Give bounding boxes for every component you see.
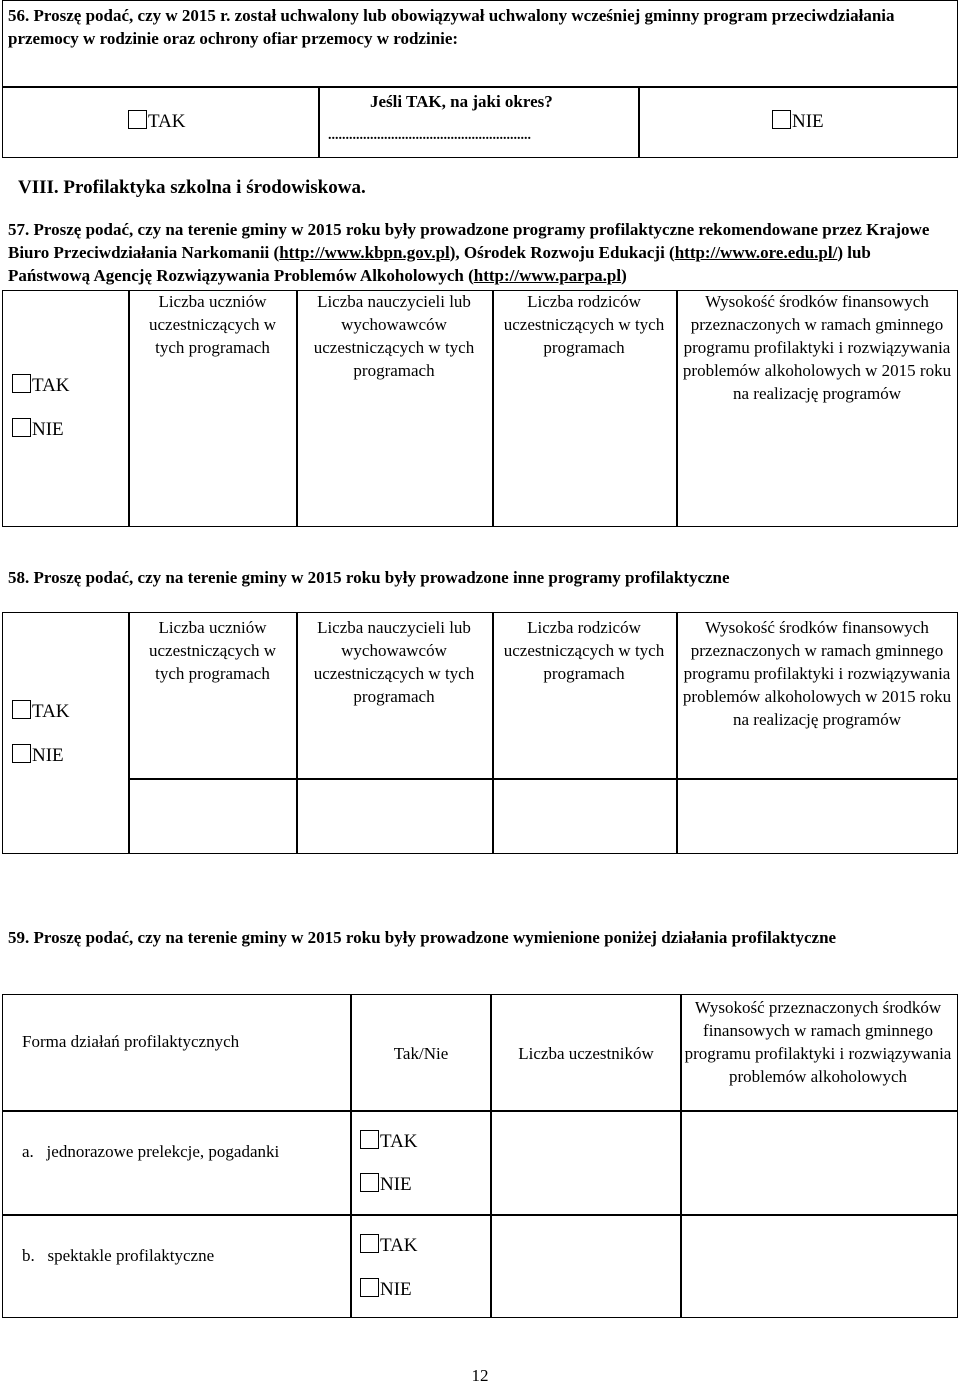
q57-header-teachers: Liczba nauczycieli lub wychowawców uczestniczących w tych programach [313,292,475,380]
q59-row-b-yes[interactable]: TAK [360,1234,418,1258]
q59-row-a-label: a. jednorazowe prelekcje, pogadanki [22,1142,280,1161]
q58-header-students: Liczba uczniów uczestniczących w tych programach [149,618,276,683]
q56-question: 56. Proszę podać, czy w 2015 r. został uchwalony lub obowiązywał uchwalony wcześniej gminny program przeciwdziałania przemocy w rodzinie oraz ochrony ofiar przemocy w rodzinie: [8,6,895,48]
q58-no-option[interactable]: NIE [12,744,64,768]
checkbox-icon[interactable] [360,1234,379,1253]
q56-yes-option[interactable]: TAK [128,110,186,134]
checkbox-icon[interactable] [12,700,31,719]
link-parpa[interactable]: http://www.parpa.pl [473,266,622,285]
link-ore[interactable]: http://www.ore.edu.pl/ [674,243,838,262]
q57-header-students: Liczba uczniów uczestniczących w tych programach [149,292,276,357]
q59-row-b-label: b. spektakle profilaktyczne [22,1246,215,1265]
q59-header-participants: Liczba uczestników [518,1044,654,1063]
q57-header-funds: Wysokość środków finansowych przeznaczonych w ramach gminnego programu profilaktyki i rozwiązywania problemów alkoholowych w 2015 roku na realizację programów [682,292,952,403]
link-kbpn[interactable]: http://www.kbpn.gov.pl [279,243,450,262]
q59-header-yesno: Tak/Nie [393,1044,449,1063]
section-title: VIII. Profilaktyka szkolna i środowiskowa. [18,177,366,198]
q58-header-teachers: Liczba nauczycieli lub wychowawców uczestniczących w tych programach [313,618,475,706]
page-number: 12 [471,1366,489,1385]
q58-header-funds: Wysokość środków finansowych przeznaczonych w ramach gminnego programu profilaktyki i rozwiązywania problemów alkoholowych w 2015 roku na realizację programów [682,618,952,729]
q59-question: 59. Proszę podać, czy na terenie gminy w 2015 roku były prowadzone wymienione poniżej działania profilaktyczne [8,928,837,947]
checkbox-icon[interactable] [12,418,31,437]
q58-question: 58. Proszę podać, czy na terenie gminy w 2015 roku były prowadzone inne programy profilaktyczne [8,568,730,587]
q58-header-parents: Liczba rodziców uczestniczących w tych programach [503,618,665,683]
checkbox-icon[interactable] [360,1130,379,1149]
q59-header-form: Forma działań profilaktycznych [22,1032,240,1051]
checkbox-icon[interactable] [128,110,147,129]
q57-header-parents: Liczba rodziców uczestniczących w tych programach [503,292,665,357]
q56-period-dots[interactable]: .......................................................... [328,128,531,143]
checkbox-icon[interactable] [12,374,31,393]
q57-no-option[interactable]: NIE [12,418,64,442]
q57-question: 57. Proszę podać, czy na terenie gminy w 2015 roku były prowadzone programy profilaktyczne rekomendowane przez Krajowe Biuro Przeciwdziałania Narkomanii (http://www.kbpn.gov.pl), Ośrodek Rozwoju Edukacji (http://www.ore.edu.pl/) lub Państwową Agencję Rozwiązywania Problemów Alkoholowych (http://www.parpa.pl) [8,220,930,285]
q58-yes-option[interactable]: TAK [12,700,70,724]
checkbox-icon[interactable] [772,110,791,129]
q57-yes-option[interactable]: TAK [12,374,70,398]
q59-row-b-no[interactable]: NIE [360,1278,412,1302]
checkbox-icon[interactable] [12,744,31,763]
q59-row-a-yes[interactable]: TAK [360,1130,418,1154]
q56-period-question: Jeśli TAK, na jaki okres? [370,92,553,111]
q59-header-funds: Wysokość przeznaczonych środków finansowych w ramach gminnego programu profilaktyki i rozwiązywania problemów alkoholowych [684,998,952,1086]
q59-row-a-no[interactable]: NIE [360,1173,412,1197]
checkbox-icon[interactable] [360,1173,379,1192]
q56-no-option[interactable]: NIE [772,110,824,134]
checkbox-icon[interactable] [360,1278,379,1297]
